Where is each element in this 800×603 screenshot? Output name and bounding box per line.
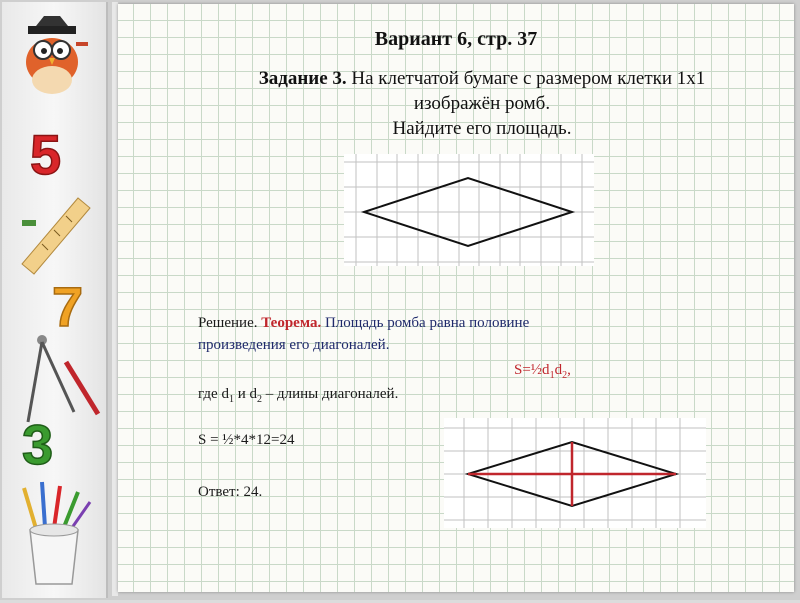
task-line-3: Найдите его площадь.	[392, 118, 572, 139]
ruler-icon	[22, 198, 90, 274]
task-label: Задание 3.	[258, 68, 347, 89]
theorem-text-2: произведения его диагоналей.	[198, 337, 390, 353]
diagonals-note	[198, 386, 398, 405]
where-sub-2: 2	[256, 394, 262, 405]
area-calculation: S = ½*4*12=24	[198, 432, 295, 448]
content-page	[118, 4, 794, 592]
where-suffix: – длины диагоналей.	[261, 386, 399, 402]
sidebar-digit-3: 3	[22, 413, 54, 476]
theorem-label: Теорема.	[261, 315, 322, 331]
formula-sub-1: 1	[549, 370, 555, 381]
sidebar-digit-7: 7	[52, 275, 84, 338]
where-mid: и d	[233, 386, 257, 402]
task-statement	[182, 66, 782, 141]
where-sub-1: 1	[228, 394, 234, 405]
formula-sub-2: 2	[562, 370, 568, 381]
pencil-cup-icon	[24, 482, 90, 584]
solution-line-1	[198, 312, 618, 334]
sidebar-digit-5: 5	[30, 123, 62, 186]
area-formula	[514, 362, 571, 381]
solution-label: Решение.	[198, 315, 258, 331]
task-line-1	[182, 66, 782, 91]
formula-suffix: ,	[567, 362, 571, 378]
rhombus-figure	[344, 154, 594, 266]
page-title: Вариант 6, стр. 37	[374, 28, 538, 50]
sidebar-art	[2, 2, 106, 598]
task-text-1: На клетчатой бумаге с размером клетки 1х1	[351, 68, 706, 89]
answer-line: Ответ: 24.	[198, 484, 263, 500]
compass-icon	[28, 335, 98, 422]
formula-prefix: S=½d	[514, 362, 550, 378]
decorative-sidebar	[2, 2, 108, 598]
task-line-2: изображён ромб.	[413, 93, 551, 114]
solution-block	[198, 312, 618, 356]
theorem-text-1: Площадь ромба равна половине	[324, 315, 530, 331]
owl-icon	[26, 16, 88, 94]
where-prefix: где d	[198, 386, 229, 402]
formula-mid: d	[554, 362, 563, 378]
rhombus-diagonals-figure	[444, 418, 706, 528]
